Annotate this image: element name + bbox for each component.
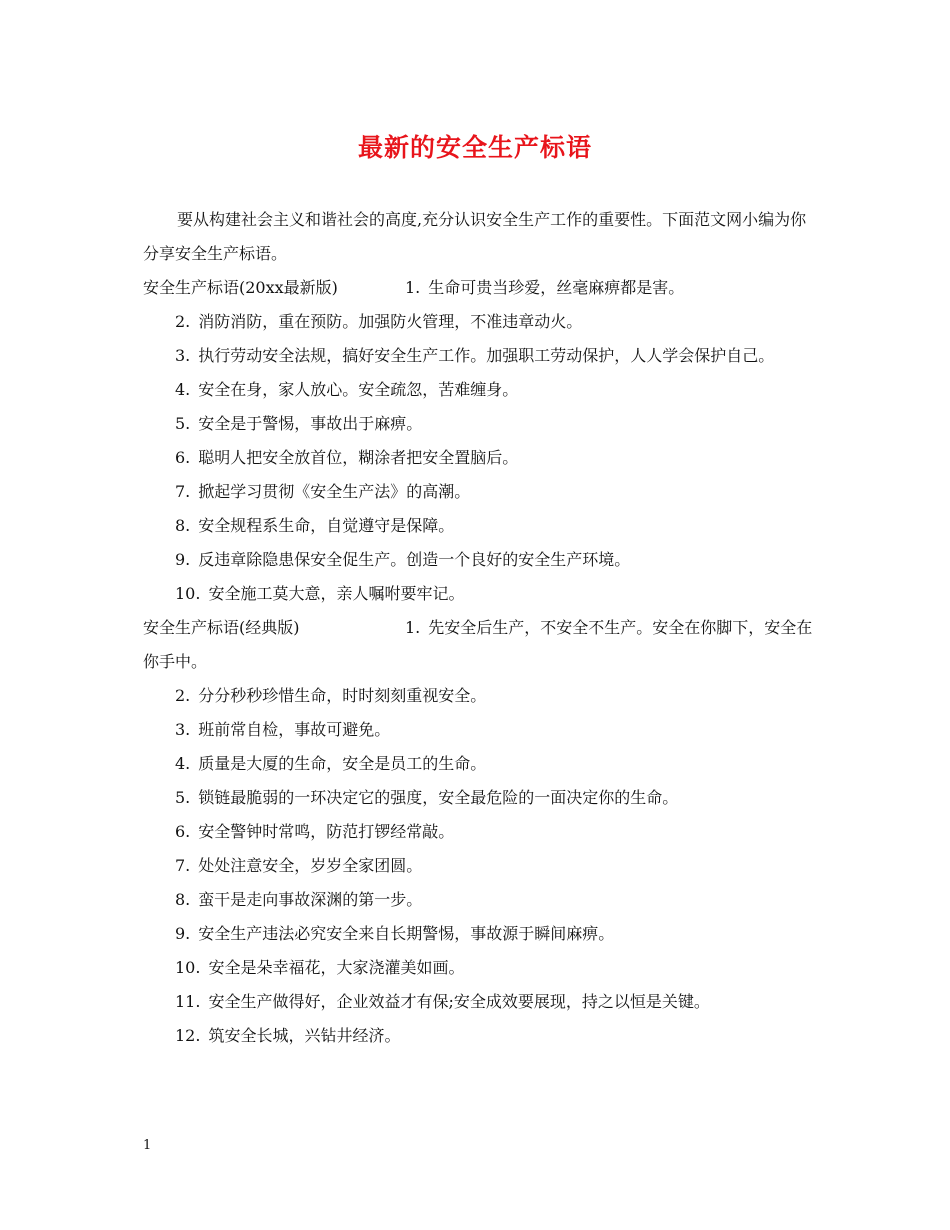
list-item bbox=[143, 951, 813, 985]
list-item-text: 安全是朵幸福花，大家浇灌美如画。 bbox=[208, 958, 465, 977]
list-item-text: 安全警钟时常鸣，防范打锣经常敲。 bbox=[198, 822, 455, 841]
list-item-text: 反违章除隐患保安全促生产。创造一个良好的安全生产环境。 bbox=[198, 550, 631, 569]
list-item bbox=[143, 713, 813, 747]
list-item-number: 1. bbox=[405, 618, 421, 637]
list-item-text: 安全施工莫大意，亲人嘱咐要牢记。 bbox=[208, 584, 465, 603]
list-item bbox=[143, 883, 813, 917]
list-item-number: 11. bbox=[175, 992, 201, 1011]
list-item-number: 8. bbox=[175, 890, 191, 909]
list-item-number: 2. bbox=[175, 312, 191, 331]
list-item-text: 先安全后生产，不安全不生产。安全在你脚下，安全在你手中。 bbox=[143, 618, 813, 671]
list-item-text: 安全规程系生命，自觉遵守是保障。 bbox=[198, 516, 455, 535]
list-item bbox=[143, 577, 813, 611]
list-item bbox=[143, 305, 813, 339]
list-item bbox=[143, 747, 813, 781]
list-item-number: 9. bbox=[175, 550, 191, 569]
list-item-text: 筑安全长城，兴钻井经济。 bbox=[208, 1026, 401, 1045]
list-item bbox=[143, 339, 813, 373]
intro-paragraph: 要从构建社会主义和谐社会的高度,充分认识安全生产工作的重要性。下面范文网小编为你分享安全生产标语。 bbox=[143, 210, 807, 263]
list-item-number: 4. bbox=[175, 380, 191, 399]
list-item bbox=[143, 849, 813, 883]
list-item-text: 掀起学习贯彻《安全生产法》的高潮。 bbox=[198, 482, 471, 501]
list-item bbox=[143, 781, 813, 815]
list-item-text: 生命可贵当珍爱，丝毫麻痹都是害。 bbox=[428, 278, 685, 297]
list-item-text: 分分秒秒珍惜生命，时时刻刻重视安全。 bbox=[198, 686, 487, 705]
list-item-number: 6. bbox=[175, 822, 191, 841]
section2-heading: 安全生产标语(经典版) bbox=[143, 618, 300, 637]
list-item-number: 12. bbox=[175, 1026, 201, 1045]
list-item-text: 蛮干是走向事故深渊的第一步。 bbox=[198, 890, 423, 909]
list-item bbox=[143, 815, 813, 849]
list-item-number: 4. bbox=[175, 754, 191, 773]
list-item-number: 8. bbox=[175, 516, 191, 535]
list-item-text: 执行劳动安全法规，搞好安全生产工作。加强职工劳动保护，人人学会保护自己。 bbox=[198, 346, 775, 365]
list-item bbox=[143, 509, 813, 543]
list-item-text: 质量是大厦的生命，安全是员工的生命。 bbox=[198, 754, 487, 773]
list-item-text: 安全在身，家人放心。安全疏忽，苦难缠身。 bbox=[198, 380, 519, 399]
document-body bbox=[143, 203, 813, 1053]
list-item bbox=[143, 441, 813, 475]
section1-first-line bbox=[143, 271, 813, 305]
list-item-text: 班前常自检，事故可避免。 bbox=[198, 720, 391, 739]
list-item-number: 9. bbox=[175, 924, 191, 943]
section1-heading: 安全生产标语(20xx最新版) bbox=[143, 278, 338, 297]
list-item-number: 10. bbox=[175, 584, 201, 603]
section2-first-line bbox=[143, 611, 813, 679]
list-item-number: 10. bbox=[175, 958, 201, 977]
list-item-number: 7. bbox=[175, 482, 191, 501]
list-item bbox=[143, 407, 813, 441]
list-item-number: 5. bbox=[175, 414, 191, 433]
list-item bbox=[143, 543, 813, 577]
list-item-text: 处处注意安全，岁岁全家团圆。 bbox=[198, 856, 423, 875]
page-number: 1 bbox=[143, 1138, 152, 1153]
list-item-number: 6. bbox=[175, 448, 191, 467]
list-item bbox=[143, 1019, 813, 1053]
list-item-text: 锁链最脆弱的一环决定它的强度，安全最危险的一面决定你的生命。 bbox=[198, 788, 679, 807]
list-item-text: 安全生产做得好，企业效益才有保;安全成效要展现，持之以恒是关键。 bbox=[208, 992, 710, 1011]
list-item-text: 安全生产违法必究安全来自长期警惕，事故源于瞬间麻痹。 bbox=[198, 924, 615, 943]
list-item bbox=[143, 373, 813, 407]
list-item-number: 2. bbox=[175, 686, 191, 705]
list-item-number: 7. bbox=[175, 856, 191, 875]
list-item-number: 3. bbox=[175, 346, 191, 365]
list-item-number: 1. bbox=[405, 278, 421, 297]
list-item bbox=[143, 475, 813, 509]
list-item bbox=[143, 917, 813, 951]
list-item bbox=[143, 679, 813, 713]
list-item-text: 聪明人把安全放首位，糊涂者把安全置脑后。 bbox=[198, 448, 519, 467]
page-title: 最新的安全生产标语 bbox=[357, 133, 592, 162]
list-item bbox=[143, 985, 813, 1019]
list-item-text: 消防消防，重在预防。加强防火管理，不准违章动火。 bbox=[198, 312, 583, 331]
list-item-text: 安全是于警惕，事故出于麻痹。 bbox=[198, 414, 423, 433]
list-item-number: 3. bbox=[175, 720, 191, 739]
list-item-number: 5. bbox=[175, 788, 191, 807]
